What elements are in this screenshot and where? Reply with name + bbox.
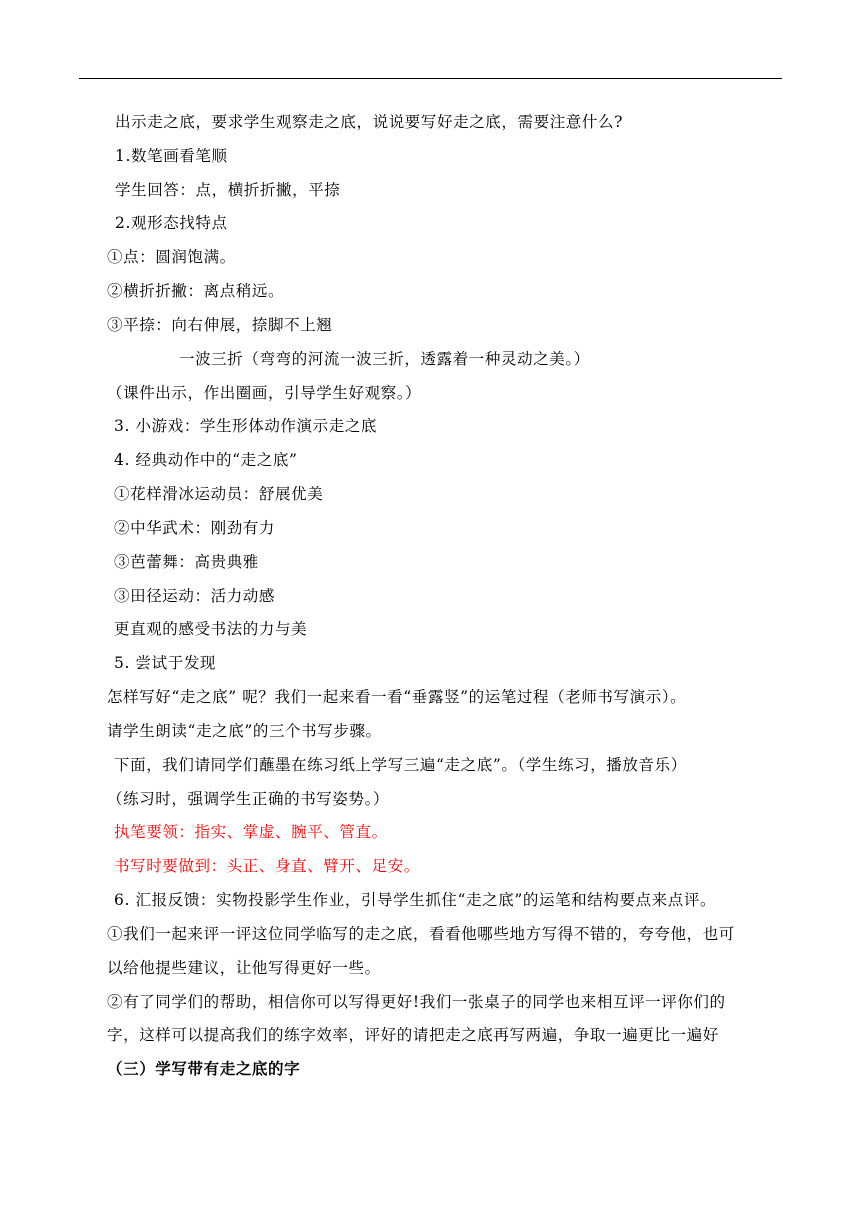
text-line-1: 出示走之底，要求学生观察走之底，说说要写好走之底，需要注意什么? [115,113,624,131]
text-line-7: ③平捺：向右伸展，捺脚不上翘 [107,316,333,334]
text-line-28: 字，这样可以提高我们的练字效率，评好的请把走之底再写两遍，争取一遍更比一遍好 [107,1026,719,1044]
text-line-9: （课件出示，作出圈画，引导学生好观察。） [107,384,422,402]
text-line-17: 5. 尝试于发现 [114,654,217,672]
holding-brush-essentials: 执笔要领：指实、掌虚、腕平、管直。 [114,823,388,841]
text-line-15: ③田径运动：活力动感 [114,587,276,605]
text-line-14: ③芭蕾舞：高贵典雅 [114,553,259,571]
text-line-3: 学生回答：点，横折折撇，平捺 [115,181,341,199]
text-line-20: 下面，我们请同学们蘸墨在练习纸上学写三遍“走之底”。（学生练习，播放音乐） [114,756,687,774]
writing-posture-requirements: 书写时要做到：头正、身直、臂开、足安。 [114,857,420,875]
text-line-27: ②有了同学们的帮助，相信你可以写得更好!我们一张桌子的同学也来相互评一评你们的 [107,993,726,1011]
text-line-25: ①我们一起来评一评这位同学临写的走之底，看看他哪些地方写得不错的，夸夸他，也可 [107,925,735,943]
text-line-11: 4. 经典动作中的“走之底” [114,451,298,469]
section-heading: （三）学写带有走之底的字 [107,1059,301,1078]
text-line-21: （练习时，强调学生正确的书写姿势。） [107,790,390,808]
text-line-16: 更直观的感受书法的力与美 [114,620,308,638]
text-line-12: ①花样滑冰运动员：舒展优美 [114,485,324,503]
text-line-10: 3. 小游戏：学生形体动作演示走之底 [114,417,378,435]
text-line-13: ②中华武术：刚劲有力 [114,519,276,537]
text-line-24: 6. 汇报反馈：实物投影学生作业，引导学生抓住“走之底”的运笔和结构要点来点评。 [114,891,717,909]
text-line-8: 一波三折（弯弯的河流一波三折，透露着一种灵动之美。） [179,350,590,368]
text-line-26: 以给他提些建议，让他写得更好一些。 [107,959,381,977]
header-rule [79,78,782,79]
text-line-18: 怎样写好“走之底” 呢？我们一起来看一看“垂露竖”的运笔过程（老师书写演示）。 [107,688,687,706]
text-line-4: 2.观形态找特点 [115,214,228,232]
text-line-19: 请学生朗读“走之底”的三个书写步骤。 [107,722,382,740]
text-line-5: ①点：圆润饱满。 [107,248,236,266]
text-line-2: 1.数笔画看笔顺 [115,147,228,165]
text-line-6: ②横折折撇：离点稍远。 [107,282,285,300]
